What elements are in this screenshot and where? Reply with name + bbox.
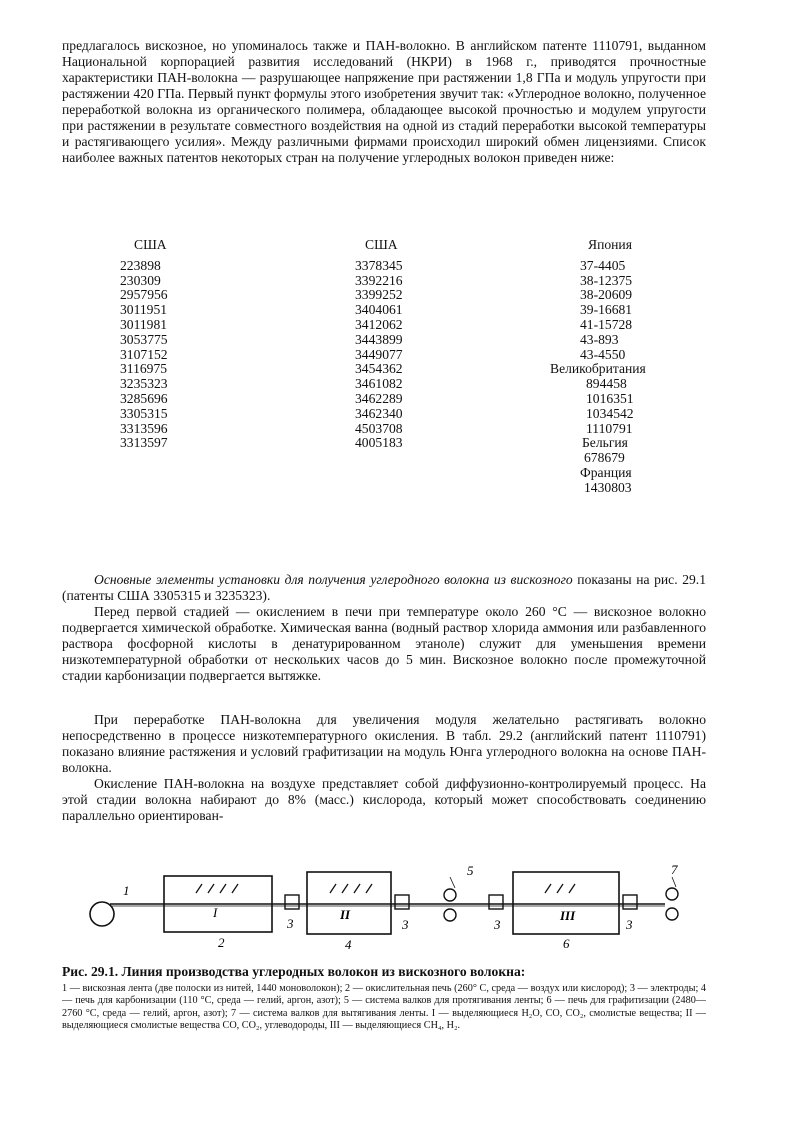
label-6: 6	[563, 936, 570, 951]
japan-heading: Япония	[588, 237, 632, 252]
usa-heading-1: США	[134, 237, 167, 252]
patent-number: 41-15728	[580, 316, 633, 332]
patent-number: 678679	[584, 450, 625, 466]
patent-number: 3107152	[120, 346, 168, 362]
furnace-graphitization	[513, 872, 619, 934]
label-4: 4	[345, 937, 352, 952]
intro-paragraph: предлагалось вискозное, но упоминалось также и ПАН-волокно. В английском патенте 1110791, выданном Национальной корпорацией развития исследований (НКРИ) в 1968 г., приводятся прочностные характеристики ПАН-волокна — разрушающее напряжение при растяжении 1,8 ГПа и модуль упругости при растяжении 420 ГПа. Первый пункт формулы этого изобретения звучит так: «Углеродное волокно, полученное переработкой волокна из органического полимера, обладающее высокой прочностью и модулем упругости при растяжении в результате совместного воздействия на одной из стадий переработки высокой температуры и растягивающего усилия». Между различными фирмами происходил широкий обмен лицензиями. Список наиболее важных патентов некоторых стран на получение углеродных волокон приведен ниже:	[62, 38, 706, 165]
patent-number: 3378345	[355, 257, 403, 273]
label-3b: 3	[402, 917, 409, 932]
patent-number: 3461082	[355, 376, 403, 392]
draw-roller-bottom	[666, 908, 678, 920]
draw-roller-top	[666, 888, 678, 900]
electrode-1	[285, 895, 299, 909]
electrode-4	[623, 895, 637, 909]
label-3c: 3	[494, 917, 501, 932]
patent-number: 3404061	[355, 302, 403, 318]
patent-number: 3443899	[355, 331, 403, 347]
label-2: 2	[218, 935, 225, 950]
uk-heading: Великобритания	[550, 361, 646, 377]
gas-arrows	[196, 884, 575, 893]
electrode-3	[489, 895, 503, 909]
electrode-2	[395, 895, 409, 909]
patent-number: 3313596	[120, 420, 168, 436]
figure-caption: Рис. 29.1. Линия производства углеродных волокон из вискозного волокна:	[62, 964, 526, 979]
elements-rest: показаны на рис. 29.1 (патенты США 3305315 и 3235323).	[62, 572, 706, 603]
patent-number: 3053775	[120, 331, 168, 347]
furnace-label-I: I	[213, 905, 218, 920]
label-7: 7	[671, 862, 678, 877]
patent-number: 38-12375	[580, 272, 633, 288]
furnace-label-III: III	[560, 908, 576, 923]
patent-number: 43-4550	[580, 346, 626, 362]
label-3d: 3	[626, 917, 633, 932]
furnace-carbonization	[307, 872, 391, 934]
usa-heading-2: США	[365, 237, 398, 252]
patent-number: 1016351	[586, 390, 634, 406]
patent-number: 3392216	[355, 272, 403, 288]
pull-roller-bottom	[444, 909, 456, 921]
patent-number: 3235323	[120, 376, 168, 392]
patent-number: 3454362	[355, 361, 403, 377]
patent-number: 1034542	[586, 405, 634, 421]
patent-number: 1110791	[586, 420, 633, 436]
patent-number: 3305315	[120, 405, 168, 421]
figure-legend: 1 — вискозная лента (две полоски из нитей, 1440 моноволокон); 2 — окислительная печь (260° С, среда — воздух или кислород); 3 — электроды; 4 — печь для карбонизации (110 °С, среда — гелий, аргон, азот); 5 — система валков для протягивания ленты; 6 — печь для графитизации (2480—2760 °С, среда — гелий, аргон, азот); 7 — система валков для вытягивания ленты. I — выделяющиеся H₂O, CO, CO₂, смолистые вещества; II — выделяющиеся смолистые вещества CO, CO₂, углеводороды, III — выделяющиеся CH₄, H₂.	[62, 983, 706, 1032]
patent-number: 3462340	[355, 405, 403, 421]
belgium-heading: Бельгия	[582, 435, 628, 451]
patent-number: 38-20609	[580, 287, 633, 303]
patent-number: 894458	[586, 376, 627, 392]
patent-number: 4503708	[355, 420, 403, 436]
patent-number: 43-893	[580, 331, 619, 347]
label-3a: 3	[287, 916, 294, 931]
patent-number: 4005183	[355, 435, 403, 451]
patent-number: 230309	[120, 272, 161, 288]
patent-number: 3011981	[120, 316, 168, 332]
patent-number: 3449077	[355, 346, 403, 362]
patent-number: 3116975	[120, 361, 168, 377]
pull-roller-top	[444, 889, 456, 901]
label-1: 1	[123, 883, 130, 898]
patent-number: 3399252	[355, 287, 403, 303]
patent-number: 2957956	[120, 287, 168, 303]
patent-number: 3313597	[120, 435, 168, 451]
elements-italic: Основные элементы установки для получения углеродного волокна из вискозного	[94, 572, 573, 587]
furnace-label-II: II	[340, 907, 351, 922]
patent-number: 3011951	[120, 302, 168, 318]
oxidation-paragraph: Перед первой стадией — окислением в печи при температуре около 260 °С — вискозное волокно подвергается химической обработке. Химическая ванна (водный раствор хлорида аммония или разбавленного раствора фосфорной кислоты в денатурированном этаноле) служит для уменьшения времени низкотемпературной обработки от нескольких часов до 5 мин. Вискозное волокно после промежуточной стадии карбонизации подвергается вытяжке.	[62, 604, 706, 683]
patent-number: 1430803	[584, 479, 632, 495]
france-heading: Франция	[580, 464, 632, 480]
label-5: 5	[467, 863, 474, 878]
patent-number: 3412062	[355, 316, 403, 332]
patent-number: 223898	[120, 257, 161, 273]
pan-paragraph: При переработке ПАН-волокна для увеличения модуля желательно растягивать волокно непосредственно в процессе низкотемпературного окисления. В табл. 29.2 (английский патент 1110791) показано влияние растяжения и условий графитизации на модуль Юнга углеродного волокна на основе ПАН-волокна.	[62, 712, 706, 775]
air-oxidation-paragraph: Окисление ПАН-волокна на воздухе представляет собой диффузионно-контролируемый процесс. На этой стадии волокна набирают до 8% (масс.) кислорода, который может способствовать соединению параллельно ориентирован-	[62, 776, 706, 823]
leader-lines	[450, 877, 676, 888]
patent-number: 3462289	[355, 390, 403, 406]
patent-number: 3285696	[120, 390, 168, 406]
patent-number: 39-16681	[580, 302, 633, 318]
patent-number: 37-4405	[580, 257, 626, 273]
